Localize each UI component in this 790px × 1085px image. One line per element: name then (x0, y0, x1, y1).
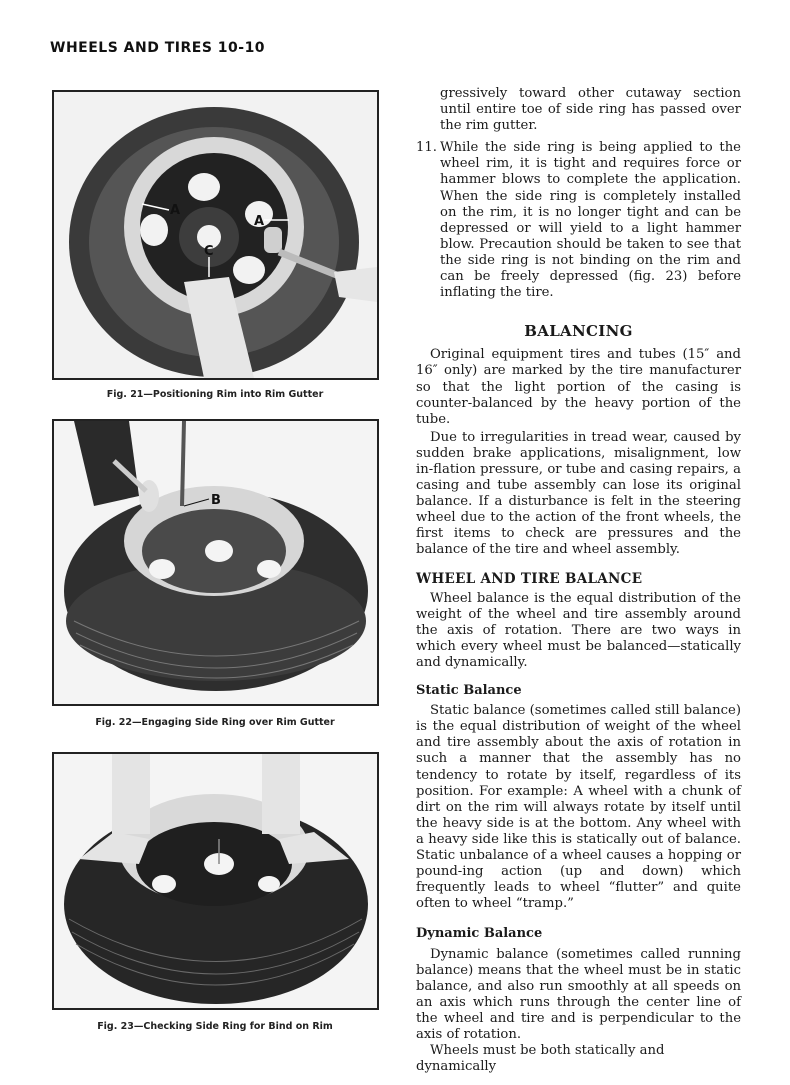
running-head: WHEELS AND TIRES 10-10 (50, 40, 266, 56)
mallet-head (264, 227, 282, 253)
hand (334, 267, 377, 302)
figure-21-photo (52, 90, 379, 380)
balancing-paragraph-2: Due to irregularities in tread wear, caused by sudden brake applications, misalignment, low in-flation pressure, or tube and casing repairs, a casing and tube assembly can lose its original balance. If a disturbance is felt in the steering wheel due to the action of the front wheels, the first items to check are pressures and the balance of the tire and wheel assembly. (416, 429, 741, 558)
callout-a-left: A (170, 203, 181, 218)
left-arm (112, 754, 150, 834)
callout-a-right: A (254, 214, 265, 229)
section-heading-balancing: BALANCING (524, 322, 633, 341)
balancing-paragraph-1: Original equipment tires and tubes (15″ and 16″ only) are marked by the tire manufacturer so that the light portion of the casing is counter-balanced by the heavy portion of the tube. (416, 347, 741, 427)
static-balance-paragraph: Static balance (sometimes called still balance) is the equal distribution of weight of the wheel and tire assembly about the axis of rotation in such a manner that the assembly has no tendency to rotate by itself, regardless of its position. For example: A wheel with a chunk of dirt on the rim will always rotate by itself until the heavy side is at the bottom. Any wheel with a heavy side like this is statically out of balance. Static unbalance of a wheel causes a hopping or pound-ing action (up and down) which frequently leads to wheel “flutter” and quite often to wheel “tramp.” (416, 703, 741, 912)
figure-23-caption: Fig. 23—Checking Side Ring for Bind on Rim (97, 1021, 333, 1032)
figure-22-illustration (54, 421, 377, 704)
figure-22-photo (52, 419, 379, 706)
body-text-column (416, 86, 741, 1075)
callout-b: B (211, 493, 221, 508)
figure-22-caption: Fig. 22—Engaging Side Ring over Rim Gutter (95, 717, 335, 728)
tire-iron (182, 421, 184, 506)
step-11-number: 11. (416, 140, 437, 156)
right-arm (262, 754, 300, 834)
figure-23-illustration (54, 754, 377, 1008)
continued-step-text: gressively toward other cutaway section until entire toe of side ring has passed over the rim gutter. (440, 86, 741, 134)
dynamic-balance-paragraph-1: Dynamic balance (sometimes called running balance) means that the wheel must be in static balance, and also run smoothly at all speeds on an axis which runs through the center line of the wheel and tire and is perpendicular to the axis of rotation. (416, 946, 741, 1042)
figure-23-photo (52, 752, 379, 1010)
subheading-static-balance: Static Balance (416, 683, 522, 699)
wheel-tire-balance-paragraph: Wheel balance is the equal distribution of the weight of the wheel and tire assembly around the axis of rotation. There are two ways in which every wheel must be balanced—statically and dynamically. (416, 590, 741, 670)
figure-21-illustration (54, 92, 377, 378)
step-11 (416, 140, 741, 301)
dynamic-balance-paragraph-2: Wheels must be both statically and dynamically (416, 1043, 665, 1075)
figure-21-caption: Fig. 21—Positioning Rim into Rim Gutter (106, 389, 324, 400)
section-heading-wheel-tire-balance: WHEEL AND TIRE BALANCE (416, 570, 643, 587)
callout-c: C (204, 244, 214, 259)
step-11-text: While the side ring is being applied to the wheel rim, it is tight and requires force or hammer blows to complete the application. When the side ring is completely installed on the rim, it is no longer tight and can be depressed or will yield to a light hammer blow. Precaution should be taken to see that the side ring is not binding on the rim and can be freely depressed (fig. 23) before inflating the tire. (440, 140, 741, 301)
subheading-dynamic-balance: Dynamic Balance (416, 926, 543, 942)
